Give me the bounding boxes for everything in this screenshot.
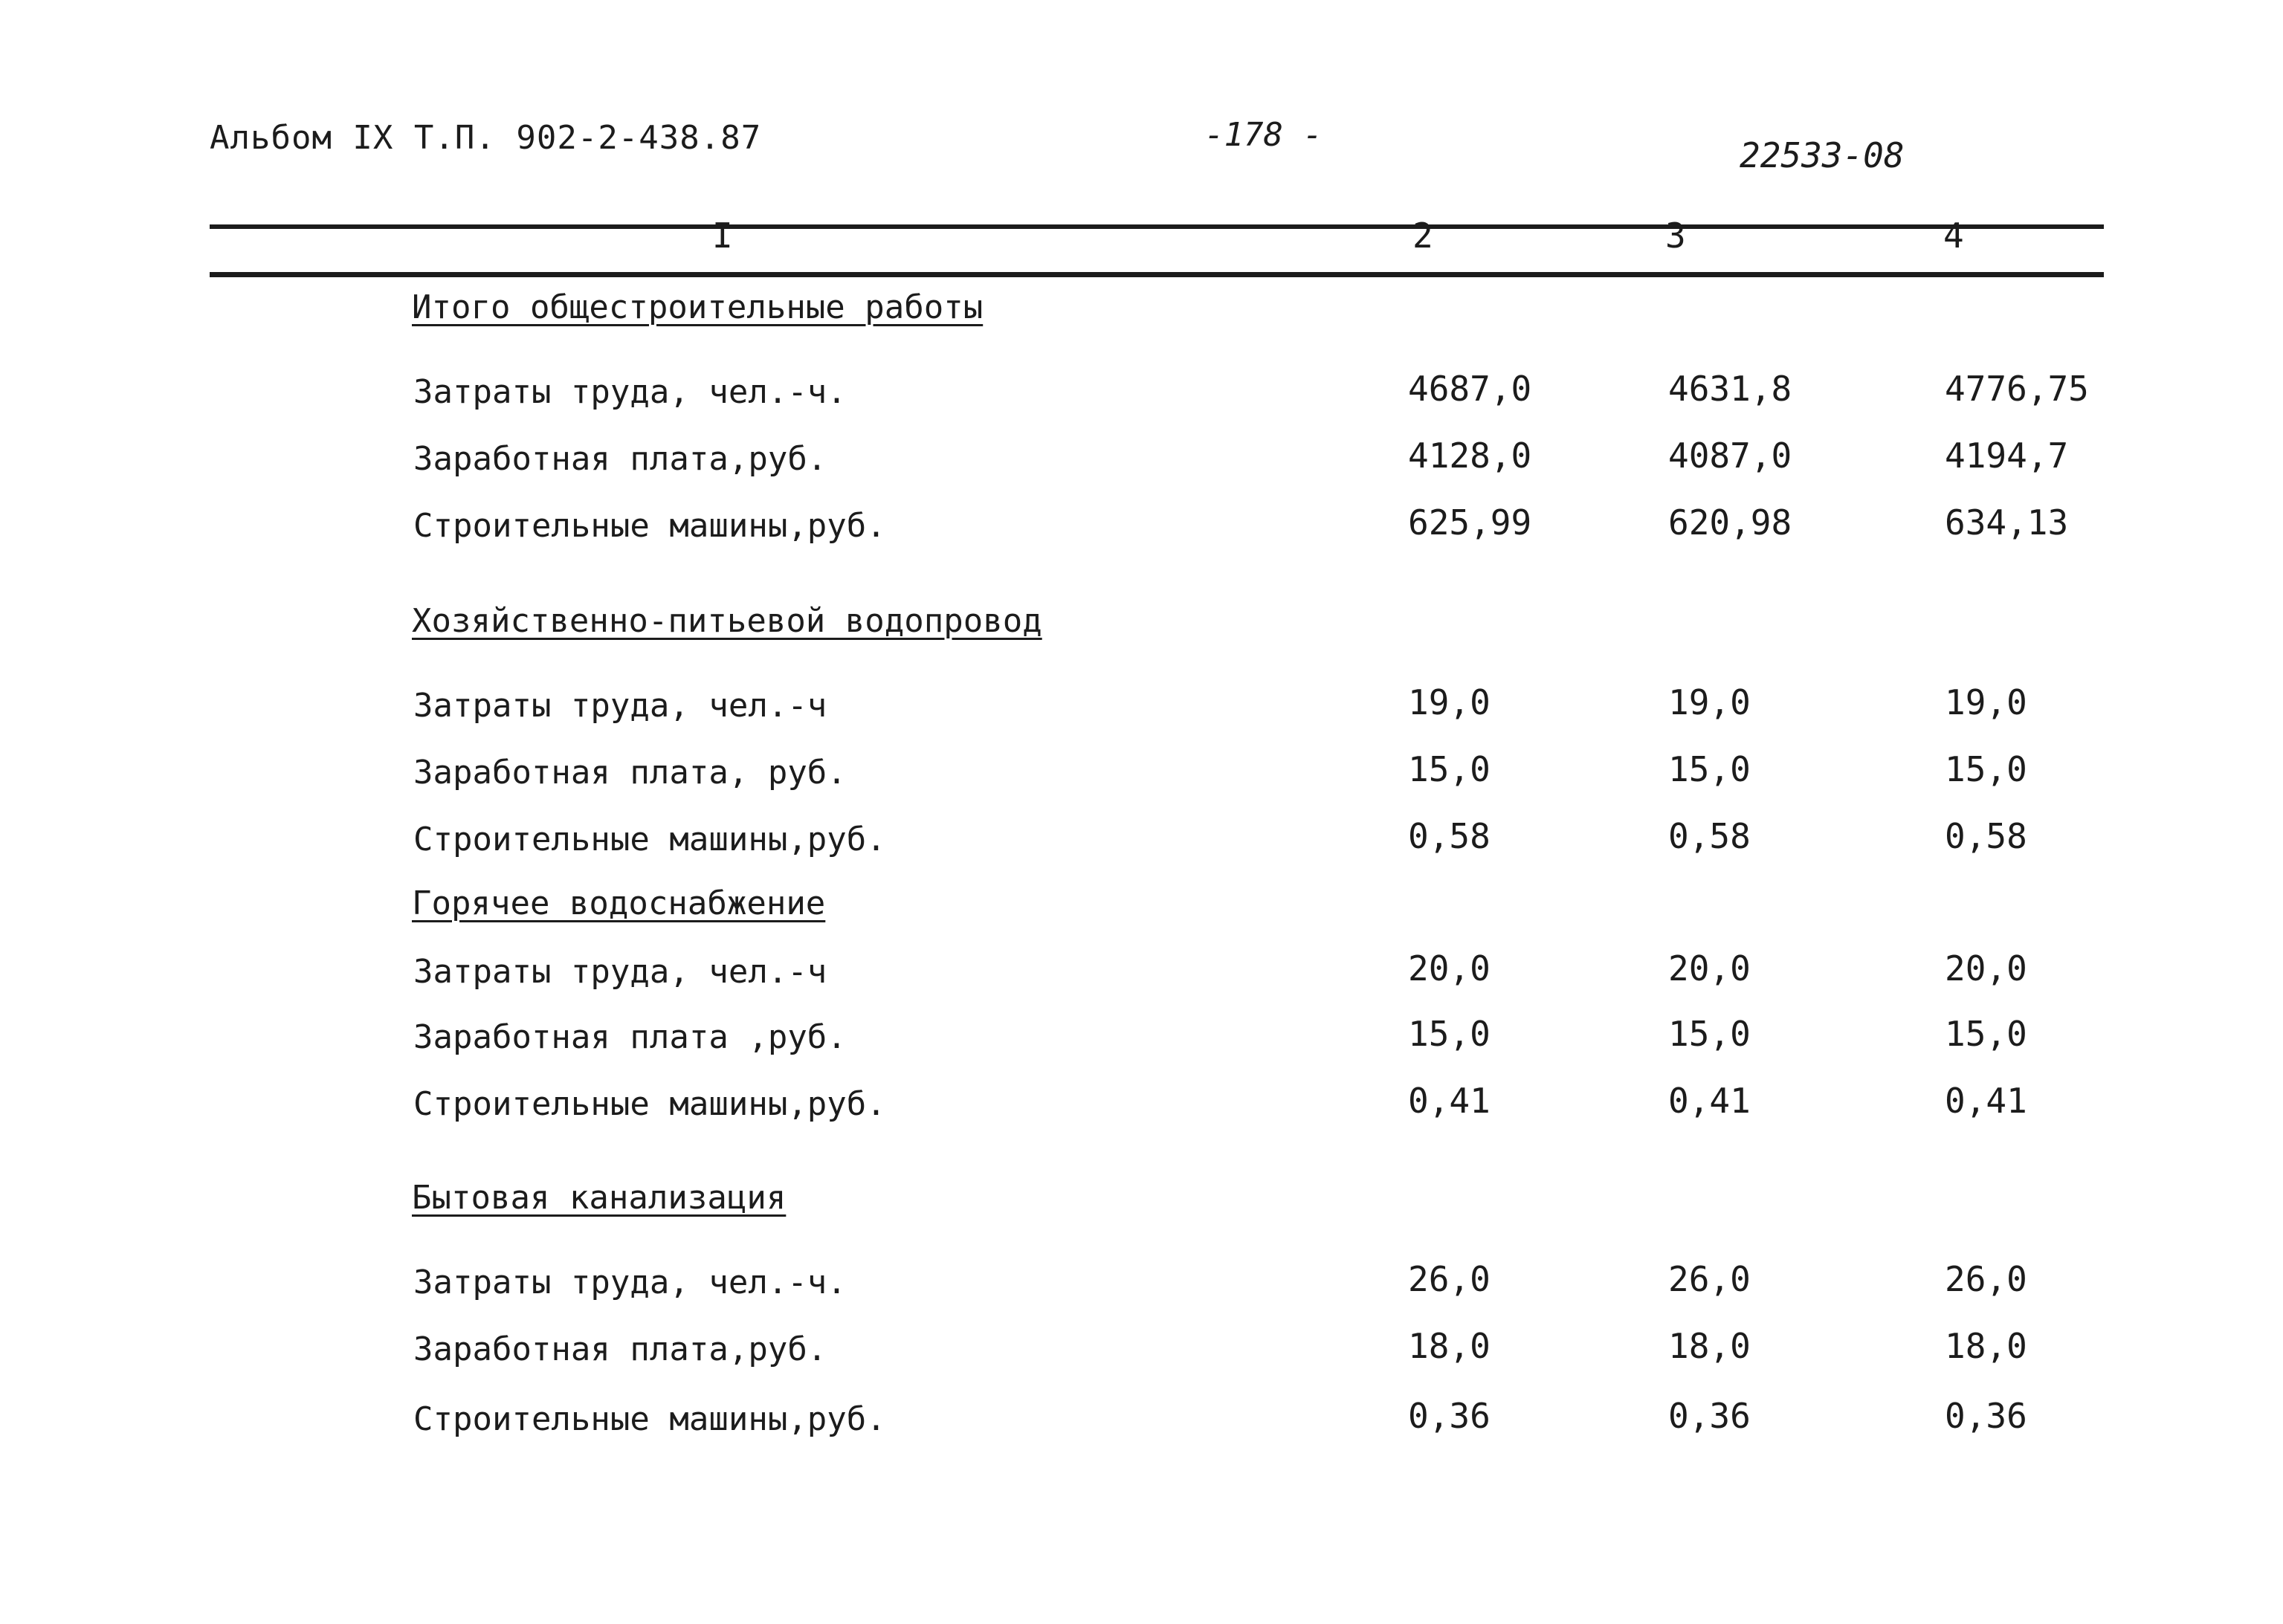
value-col3: 15,0	[1668, 749, 1751, 789]
row-label: Затраты труда, чел.-ч	[413, 687, 827, 725]
column-number-3: 3	[1665, 216, 1686, 256]
value-col2: 0,41	[1408, 1081, 1491, 1121]
row-label: Строительные машины,руб.	[413, 507, 886, 545]
row-label: Заработная плата, руб.	[413, 754, 847, 792]
section-title: Хозяйственно-питьевой водопровод	[412, 602, 1042, 640]
page-number: -178 -	[1204, 116, 1323, 154]
value-col3: 20,0	[1668, 948, 1751, 989]
value-col3: 4087,0	[1668, 436, 1792, 476]
value-col4: 4194,7	[1945, 436, 2069, 476]
value-col2: 15,0	[1408, 749, 1491, 789]
value-col3: 0,41	[1668, 1081, 1751, 1121]
value-col2: 20,0	[1408, 948, 1491, 989]
value-col2: 4687,0	[1408, 369, 1532, 409]
value-col2: 0,36	[1408, 1396, 1491, 1436]
value-col3: 18,0	[1668, 1326, 1751, 1366]
value-col4: 0,36	[1945, 1396, 2027, 1436]
value-col2: 26,0	[1408, 1259, 1491, 1299]
value-col4: 19,0	[1945, 682, 2027, 722]
value-col3: 4631,8	[1668, 369, 1792, 409]
section-title: Бытовая канализация	[412, 1179, 787, 1217]
value-col2: 0,58	[1408, 816, 1491, 856]
value-col2: 19,0	[1408, 682, 1491, 722]
row-label: Заработная плата,руб.	[413, 1330, 827, 1368]
row-label: Затраты труда, чел.-ч.	[413, 373, 847, 411]
column-number-4: 4	[1943, 216, 1964, 256]
section-title: Горячее водоснабжение	[412, 884, 826, 922]
value-col4: 4776,75	[1945, 369, 2089, 409]
table-header-rule	[210, 272, 2104, 277]
value-col4: 0,58	[1945, 816, 2027, 856]
value-col4: 15,0	[1945, 749, 2027, 789]
row-label: Строительные машины,руб.	[413, 1400, 886, 1438]
row-label: Строительные машины,руб.	[413, 1085, 886, 1123]
value-col3: 620,98	[1668, 502, 1792, 543]
value-col4: 634,13	[1945, 502, 2069, 543]
document-code: 22533-08	[1740, 135, 1905, 175]
table-top-rule	[210, 224, 2104, 229]
column-number-2: 2	[1412, 216, 1433, 256]
row-label: Затраты труда, чел.-ч	[413, 953, 827, 991]
value-col4: 0,41	[1945, 1081, 2027, 1121]
value-col2: 4128,0	[1408, 436, 1532, 476]
row-label: Затраты труда, чел.-ч.	[413, 1264, 847, 1301]
value-col4: 15,0	[1945, 1014, 2027, 1054]
value-col3: 15,0	[1668, 1014, 1751, 1054]
column-number-1: I	[712, 216, 733, 256]
row-label: Заработная плата,руб.	[413, 440, 827, 478]
section-title: Итого общестроительные работы	[412, 288, 984, 326]
value-col3: 0,36	[1668, 1396, 1751, 1436]
document-reference: Альбом IX Т.П. 902-2-438.87	[210, 119, 762, 157]
value-col4: 20,0	[1945, 948, 2027, 989]
value-col2: 625,99	[1408, 502, 1532, 543]
row-label: Заработная плата ,руб.	[413, 1018, 847, 1056]
value-col3: 26,0	[1668, 1259, 1751, 1299]
row-label: Строительные машины,руб.	[413, 821, 886, 858]
value-col2: 15,0	[1408, 1014, 1491, 1054]
value-col2: 18,0	[1408, 1326, 1491, 1366]
value-col4: 26,0	[1945, 1259, 2027, 1299]
value-col4: 18,0	[1945, 1326, 2027, 1366]
value-col3: 0,58	[1668, 816, 1751, 856]
value-col3: 19,0	[1668, 682, 1751, 722]
